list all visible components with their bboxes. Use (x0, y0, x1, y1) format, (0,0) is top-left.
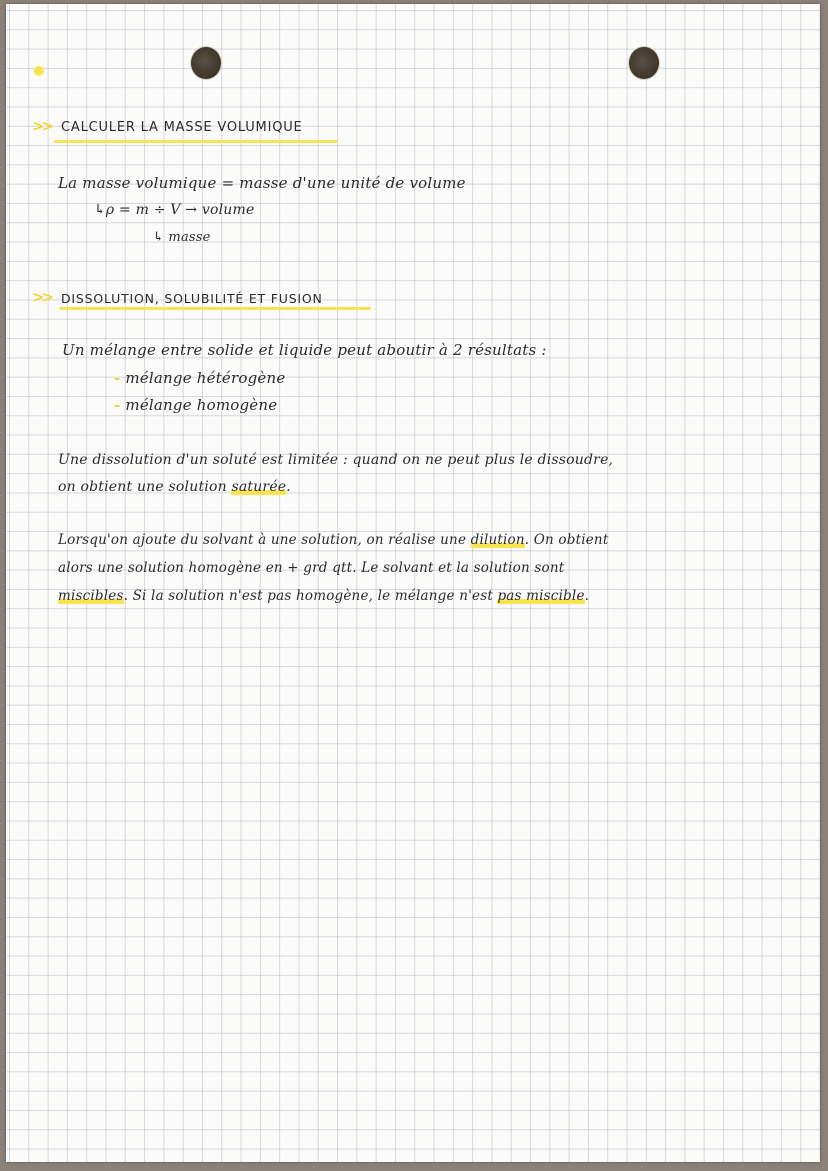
text-run: on obtient une solution (58, 479, 227, 495)
title-underline-1 (54, 140, 338, 143)
mixture-intro: Un mélange entre solide et liquide peut aboutir à 2 résultats : (62, 341, 547, 359)
yellow-dot (34, 66, 44, 76)
highlight-miscibles: miscibles (58, 588, 124, 604)
density-formula: ↳ρ = m ÷ V → volume (94, 202, 255, 218)
punch-hole-left (190, 46, 222, 80)
punch-hole-right (628, 46, 660, 80)
text-run: Lorsqu'on ajoute du solvant à une solution, on réalise une (58, 532, 467, 548)
dilution-line-2: alors une solution homogène en + grd qtt. Le solvant et la solution sont (58, 560, 565, 576)
text-run: . (584, 588, 590, 604)
highlight-saturee: saturée (231, 479, 287, 495)
dissolution-line-2 (58, 479, 291, 495)
highlight-pas-miscible: pas miscible (497, 588, 585, 604)
formula-note: ↳ masse (153, 230, 211, 245)
title-underline-2 (59, 307, 371, 310)
bullet-item (114, 396, 277, 414)
text-run: . Si la solution n'est pas homogène, le mélange n'est (123, 588, 493, 604)
bullet-dash: - (114, 396, 121, 414)
bullet-text: mélange homogène (125, 396, 278, 414)
density-definition: La masse volumique = masse d'une unité de volume (58, 174, 466, 192)
section-marker-2: >> (32, 288, 52, 306)
dissolution-line-1: Une dissolution d'un soluté est limitée : quand on ne peut plus le dissoudre, (58, 452, 614, 468)
text-run: . (286, 479, 291, 495)
notebook-page (6, 4, 820, 1162)
bullet-item (114, 369, 285, 387)
text-run: . On obtient (524, 532, 609, 548)
section-marker-1: >> (32, 117, 52, 135)
section-title-2: DISSOLUTION, SOLUBILITÉ ET FUSION (61, 291, 323, 306)
dilution-line-1 (58, 532, 608, 548)
highlight-dilution: dilution (470, 532, 525, 548)
dilution-line-3 (58, 588, 589, 604)
bullet-dash: - (114, 369, 121, 387)
section-title-1: CALCULER LA MASSE VOLUMIQUE (61, 120, 303, 135)
bullet-text: mélange hétérogène (125, 369, 286, 387)
